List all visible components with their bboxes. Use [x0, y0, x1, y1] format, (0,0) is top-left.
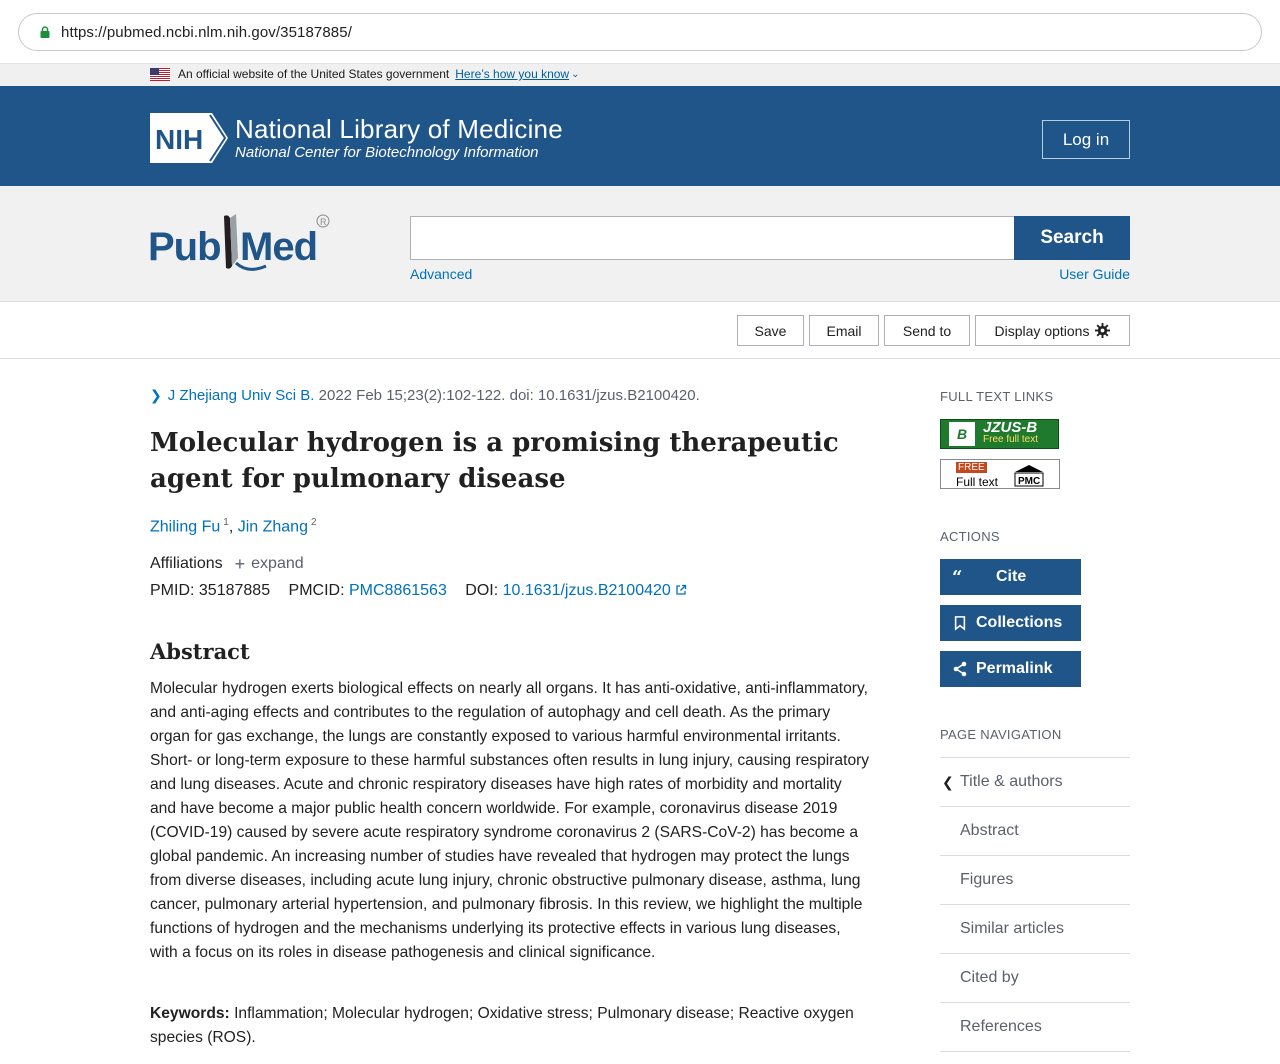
- pmid-label: PMID:: [150, 582, 195, 599]
- nih-header: [0, 86, 1280, 186]
- login-button[interactable]: Log in: [1042, 120, 1130, 159]
- plus-icon: +: [234, 554, 246, 574]
- pubmed-logo[interactable]: [148, 208, 338, 278]
- page-navigation-heading: PAGE NAVIGATION: [940, 727, 1062, 742]
- email-button[interactable]: Email: [809, 315, 879, 346]
- pmcid-link[interactable]: PMC8861563: [349, 582, 447, 599]
- pmid-value: 35187885: [198, 582, 271, 599]
- article-toolbar: [0, 302, 1280, 359]
- pmc-full-text-link[interactable]: [940, 459, 1060, 489]
- svg-text:R: R: [320, 217, 327, 227]
- affiliations-row[interactable]: [150, 555, 304, 573]
- expand-affiliations-link[interactable]: expand: [251, 555, 304, 572]
- external-link-icon: [675, 584, 687, 596]
- nav-item-figures[interactable]: [940, 856, 1130, 905]
- article-identifiers: [150, 582, 687, 600]
- jzus-name: JZUS-B: [983, 419, 1038, 436]
- pmc-logo-text: PMC: [1018, 476, 1041, 487]
- affiliation-ref[interactable]: 1: [223, 517, 229, 528]
- chevron-down-icon[interactable]: ⌄: [571, 68, 580, 80]
- user-guide-link[interactable]: User Guide: [1059, 266, 1130, 282]
- author-list: [150, 517, 317, 536]
- collections-button[interactable]: [940, 605, 1081, 641]
- nlm-title[interactable]: National Library of Medicine: [235, 114, 563, 144]
- jzus-logo-icon: B: [949, 422, 975, 446]
- gov-banner-text: An official website of the United States government: [178, 67, 450, 81]
- pmc-full-text-label: Full text: [956, 475, 999, 489]
- address-url[interactable]: https://pubmed.ncbi.nlm.nih.gov/35187885/: [61, 23, 352, 41]
- cite-label: Cite: [996, 568, 1027, 585]
- author-link[interactable]: Jin Zhang: [237, 518, 308, 536]
- keywords: [150, 1002, 872, 1050]
- nav-item-title-authors[interactable]: [940, 758, 1130, 807]
- send-to-button[interactable]: Send to: [884, 315, 970, 346]
- nav-item-references[interactable]: [940, 1003, 1130, 1052]
- abstract-text: Molecular hydrogen exerts biological effects on nearly all organs. It has anti-oxidative, anti-inflammatory, and anti-aging effects and contributes to the regulation of autophagy and cell death. As the primary organ for gas exchange, the lungs are constantly exposed to various harmful environmental irritants. Short- or long-term exposure to these harmful substances often results in lung injury, causing respiratory and lung diseases. Acute and chronic respiratory diseases have high rates of morbidity and mortality and have become a major public health concern worldwide. For example, coronavirus disease 2019 (COVID-19) caused by severe acute respiratory syndrome coronavirus 2 (SARS-CoV-2) has become a global pandemic. An increasing number of studies have revealed that hydrogen may protect the lungs from diverse diseases, including acute lung injury, chronic obstructive pulmonary disease, asthma, lung cancer, pulmonary arterial hypertension, and pulmonary fibrosis. In this review, we highlight the multiple functions of hydrogen and the mechanisms underlying its protective effects in various lung diseases, with a focus on its roles in disease pathogenesis and clinical significance.: [150, 680, 870, 961]
- heres-how-you-know-link[interactable]: Here’s how you know: [455, 67, 570, 81]
- pmcid-label: PMCID:: [288, 582, 345, 599]
- lock-icon: [39, 26, 51, 38]
- nav-item-label: References: [960, 1018, 1042, 1035]
- permalink-label: Permalink: [976, 660, 1053, 677]
- browser-chrome: [0, 0, 1280, 63]
- pmc-free-badge: FREE: [958, 462, 985, 473]
- nav-item-cited-by[interactable]: [940, 954, 1130, 1003]
- nav-item-similar-articles[interactable]: [940, 905, 1130, 954]
- search-input[interactable]: [410, 216, 1015, 260]
- bookmark-icon: [952, 615, 968, 631]
- cite-button[interactable]: [940, 559, 1081, 595]
- affiliation-ref[interactable]: 2: [310, 517, 317, 528]
- svg-text:Med: Med: [240, 225, 317, 269]
- pmc-logo-icon: [1011, 463, 1047, 487]
- share-icon: [952, 661, 968, 677]
- search-button[interactable]: Search: [1014, 216, 1130, 260]
- jzus-full-text-link[interactable]: [940, 419, 1059, 449]
- page-navigation-list: [940, 757, 1130, 1052]
- gear-icon: [1095, 323, 1110, 338]
- citation-details: 2022 Feb 15;23(2):102-122. doi: 10.1631/jzus.B2100420.: [314, 387, 700, 404]
- citation-line: [150, 387, 700, 404]
- advanced-search-link[interactable]: Advanced: [410, 266, 473, 282]
- journal-link[interactable]: J Zhejiang Univ Sci B.: [167, 387, 315, 404]
- author-separator: ,: [228, 518, 238, 536]
- ncbi-subtitle: National Center for Biotechnology Information: [235, 144, 539, 161]
- search-band: [0, 186, 1280, 302]
- address-bar[interactable]: [18, 13, 1262, 51]
- chevron-right-icon[interactable]: ❯: [150, 387, 162, 403]
- nav-item-label: Similar articles: [960, 920, 1065, 937]
- us-flag-icon: [150, 68, 170, 81]
- svg-text:Pub: Pub: [148, 225, 221, 269]
- nih-logo[interactable]: [150, 113, 230, 163]
- collections-label: Collections: [976, 614, 1063, 631]
- gov-banner: [0, 63, 1280, 86]
- doi-link[interactable]: 10.1631/jzus.B2100420: [502, 582, 671, 599]
- author-link[interactable]: Zhiling Fu: [150, 518, 221, 536]
- nav-item-label: Cited by: [960, 969, 1019, 986]
- display-options-label: Display options: [994, 322, 1090, 339]
- svg-text:“: “: [952, 569, 963, 585]
- nav-item-label: Title & authors: [960, 773, 1063, 790]
- keywords-text: Inflammation; Molecular hydrogen; Oxidative stress; Pulmonary disease; Reactive oxygen species (ROS).: [150, 1005, 854, 1046]
- nih-logo-text: NIH: [155, 124, 204, 155]
- actions-heading: ACTIONS: [940, 529, 1000, 544]
- nav-item-label: Figures: [960, 871, 1014, 888]
- full-text-links-heading: FULL TEXT LINKS: [940, 389, 1054, 404]
- doi-label: DOI:: [465, 582, 499, 599]
- permalink-button[interactable]: [940, 651, 1081, 687]
- article-title: Molecular hydrogen is a promising therapeutic agent for pulmonary disease: [150, 428, 839, 494]
- affiliations-label: Affiliations: [150, 555, 223, 572]
- save-button[interactable]: Save: [737, 315, 804, 346]
- jzus-free-text: Free full text: [983, 434, 1039, 445]
- nav-item-label: Abstract: [960, 822, 1019, 839]
- chevron-left-icon: ❮: [942, 774, 954, 790]
- keywords-label: Keywords:: [150, 1005, 230, 1022]
- nav-item-abstract[interactable]: [940, 807, 1130, 856]
- display-options-button[interactable]: [975, 315, 1130, 346]
- quote-icon: [952, 569, 968, 585]
- abstract-heading: Abstract: [150, 639, 250, 664]
